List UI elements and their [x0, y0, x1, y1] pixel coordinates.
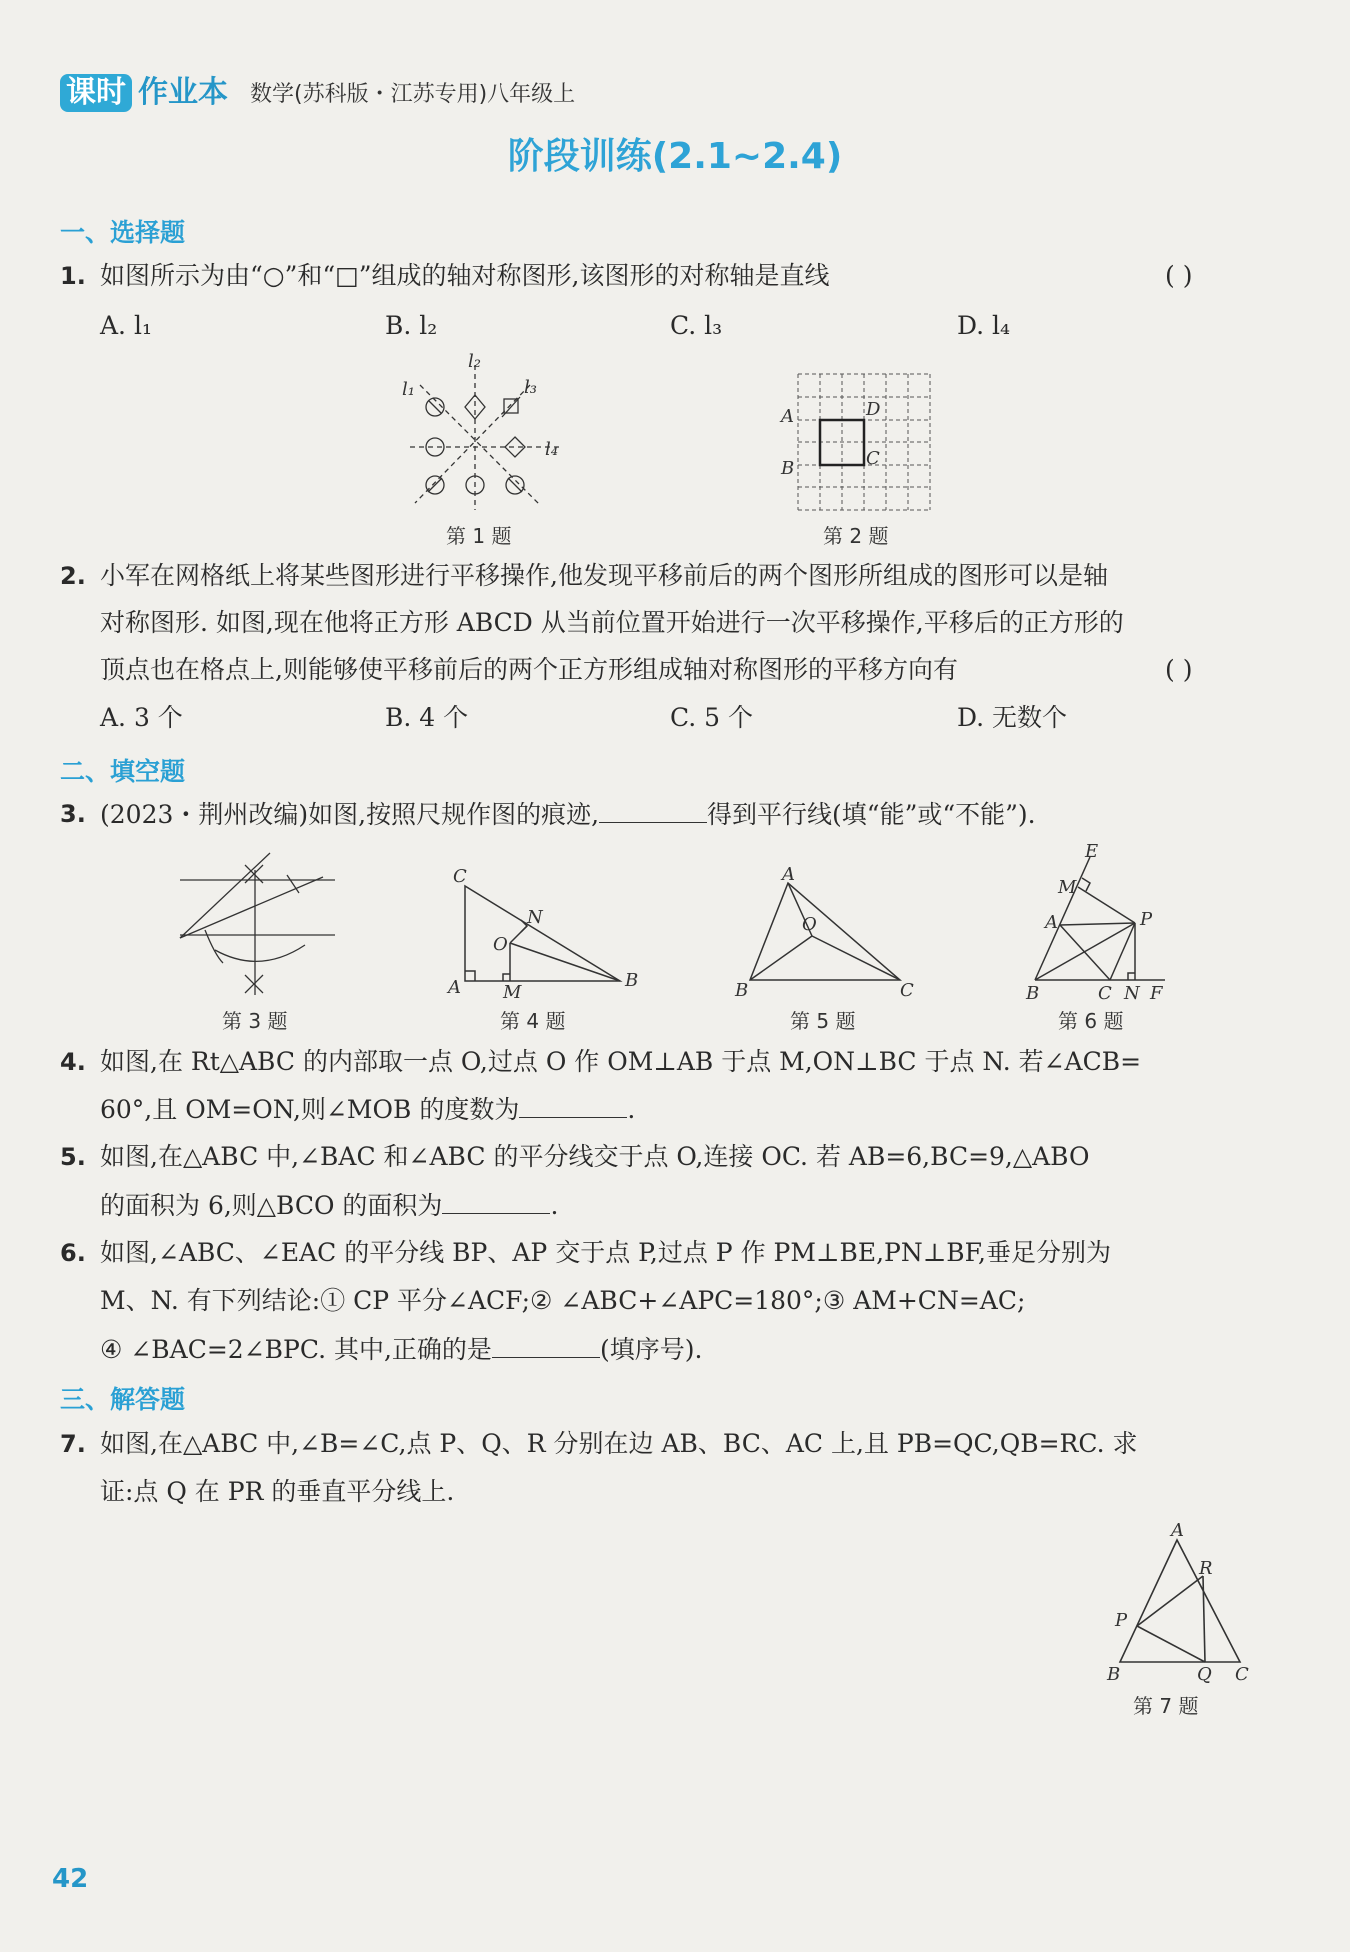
q4-line-2	[100, 1093, 635, 1126]
label-e: E	[1085, 841, 1099, 862]
section-heading-fill: 二、填空题	[60, 757, 186, 786]
q5-line-1: 如图,在△ABC 中,∠BAC 和∠ABC 的平分线交于点 O,连接 OC. 若 AB=6,BC=9,△ABO	[100, 1142, 1090, 1171]
label-m: M	[1058, 877, 1077, 898]
figure-5-caption: 第 5 题	[790, 1009, 856, 1033]
figure-6-caption: 第 6 题	[1058, 1009, 1124, 1033]
figure-4-right-triangle	[445, 866, 639, 1003]
label-f: F	[1150, 983, 1163, 1004]
logo-text: 作业本	[138, 75, 228, 110]
figure-6-angle-bisectors	[1020, 841, 1195, 1005]
figure-1-symmetric-shape	[400, 351, 570, 520]
label-c: C	[900, 980, 914, 1001]
label-a: A	[1171, 1520, 1184, 1541]
q3-text-after: 得到平行线(填“能”或“不能”).	[707, 800, 1036, 829]
q6-answer-blank[interactable]	[492, 1333, 600, 1358]
q2-line-1: 小军在网格纸上将某些图形进行平移操作,他发现平移前后的两个图形所组成的图形可以是轴	[100, 561, 1108, 590]
q5-line-end: .	[550, 1191, 559, 1220]
label-b: B	[781, 458, 795, 479]
q7-line-2: 证:点 Q 在 PR 的垂直平分线上.	[100, 1477, 455, 1506]
label-l4: l₄	[545, 439, 558, 460]
q4-line-1: 如图,在 Rt△ABC 的内部取一点 O,过点 O 作 OM⊥AB 于点 M,ON⊥BC 于点 N. 若∠ACB=	[100, 1047, 1142, 1076]
q3-text-before: (2023・荆州改编)如图,按照尺规作图的痕迹,	[100, 800, 600, 829]
subject-line: 数学(苏科版・江苏专用)八年级上	[250, 82, 576, 107]
q2-option-b: B. 4 个	[385, 703, 469, 732]
label-n: N	[527, 907, 543, 928]
label-m: M	[503, 982, 522, 1003]
q4-line-end: .	[627, 1095, 636, 1124]
label-c: C	[866, 448, 880, 469]
q5-answer-blank[interactable]	[442, 1189, 550, 1214]
label-b: B	[625, 970, 639, 991]
label-l3: l₃	[524, 377, 537, 398]
figure-4-caption: 第 4 题	[500, 1009, 566, 1033]
label-c: C	[1098, 983, 1112, 1004]
q3-number: 3.	[60, 800, 86, 828]
figure-3-compass-construction	[175, 845, 350, 1005]
q1-answer-paren: ( )	[1165, 261, 1193, 290]
q2-number: 2.	[60, 562, 86, 590]
q5-line-2-text: 的面积为 6,则△BCO 的面积为	[100, 1191, 443, 1220]
q2-option-a: A. 3 个	[100, 703, 183, 732]
q4-number: 4.	[60, 1048, 86, 1076]
q1-option-b: B. l₂	[385, 311, 438, 340]
label-n: N	[1124, 983, 1140, 1004]
logo-highlight: 课时	[60, 74, 132, 112]
figure-3-caption: 第 3 题	[222, 1009, 288, 1033]
q6-line-2: M、N. 有下列结论:① CP 平分∠ACF;② ∠ABC+∠APC=180°;③ AM+CN=AC;	[100, 1286, 1026, 1315]
q6-line-1: 如图,∠ABC、∠EAC 的平分线 BP、AP 交于点 P,过点 P 作 PM⊥BE,PN⊥BF,垂足分别为	[100, 1238, 1111, 1267]
q1-option-c: C. l₃	[670, 311, 723, 340]
header	[60, 72, 575, 112]
q6-number: 6.	[60, 1239, 86, 1267]
label-p: P	[1115, 1610, 1128, 1631]
label-o: O	[493, 934, 508, 955]
q2-line-2: 对称图形. 如图,现在他将正方形 ABCD 从当前位置开始进行一次平移操作,平移后的正方形的	[100, 608, 1124, 637]
label-q: Q	[1197, 1664, 1212, 1685]
q4-answer-blank[interactable]	[519, 1093, 627, 1118]
label-a: A	[781, 406, 794, 427]
label-r: R	[1199, 1558, 1213, 1579]
q2-answer-paren: ( )	[1165, 655, 1193, 684]
q1-option-a: A. l₁	[100, 311, 152, 340]
q3-text	[100, 798, 1036, 831]
label-a: A	[448, 977, 461, 998]
page-number: 42	[52, 1864, 89, 1894]
label-b: B	[735, 980, 749, 1001]
q1-text: 如图所示为由“○”和“□”组成的轴对称图形,该图形的对称轴是直线	[100, 261, 830, 290]
figure-7-triangle-pqr	[1105, 1520, 1265, 1685]
figure-2-grid-square	[778, 370, 938, 515]
label-d: D	[866, 399, 881, 420]
q1-number: 1.	[60, 262, 86, 290]
label-a: A	[1045, 912, 1058, 933]
label-l2: l₂	[468, 351, 481, 372]
label-p: P	[1140, 909, 1153, 930]
figure-7-caption: 第 7 题	[1133, 1694, 1199, 1718]
label-o: O	[802, 914, 817, 935]
q6-line-end: (填序号).	[599, 1335, 703, 1364]
q2-option-d: D. 无数个	[957, 703, 1068, 732]
q2-line-3: 顶点也在格点上,则能够使平移前后的两个正方形组成轴对称图形的平移方向有	[100, 655, 958, 684]
q3-answer-blank[interactable]	[599, 798, 707, 823]
q4-line-2-text: 60°,且 OM=ON,则∠MOB 的度数为	[100, 1095, 520, 1124]
section-heading-solve: 三、解答题	[60, 1385, 186, 1414]
q7-number: 7.	[60, 1430, 86, 1458]
q1-option-d: D. l₄	[957, 311, 1011, 340]
label-b: B	[1107, 1664, 1121, 1685]
q6-line-3-text: ④ ∠BAC=2∠BPC. 其中,正确的是	[100, 1335, 492, 1364]
page-title: 阶段训练(2.1~2.4)	[507, 136, 843, 177]
figure-1-caption: 第 1 题	[446, 524, 512, 548]
section-heading-choice: 一、选择题	[60, 218, 186, 247]
figure-5-triangle-bisectors	[730, 864, 920, 1003]
q6-line-3	[100, 1333, 702, 1366]
q7-line-1: 如图,在△ABC 中,∠B=∠C,点 P、Q、R 分别在边 AB、BC、AC 上,且 PB=QC,QB=RC. 求	[100, 1429, 1138, 1458]
label-l1: l₁	[402, 379, 415, 400]
label-c: C	[1235, 1664, 1249, 1685]
label-c: C	[453, 866, 467, 887]
label-b: B	[1026, 983, 1040, 1004]
q5-number: 5.	[60, 1143, 86, 1171]
label-a: A	[782, 864, 795, 885]
q2-option-c: C. 5 个	[670, 703, 753, 732]
figure-2-caption: 第 2 题	[823, 524, 889, 548]
q5-line-2	[100, 1189, 558, 1222]
